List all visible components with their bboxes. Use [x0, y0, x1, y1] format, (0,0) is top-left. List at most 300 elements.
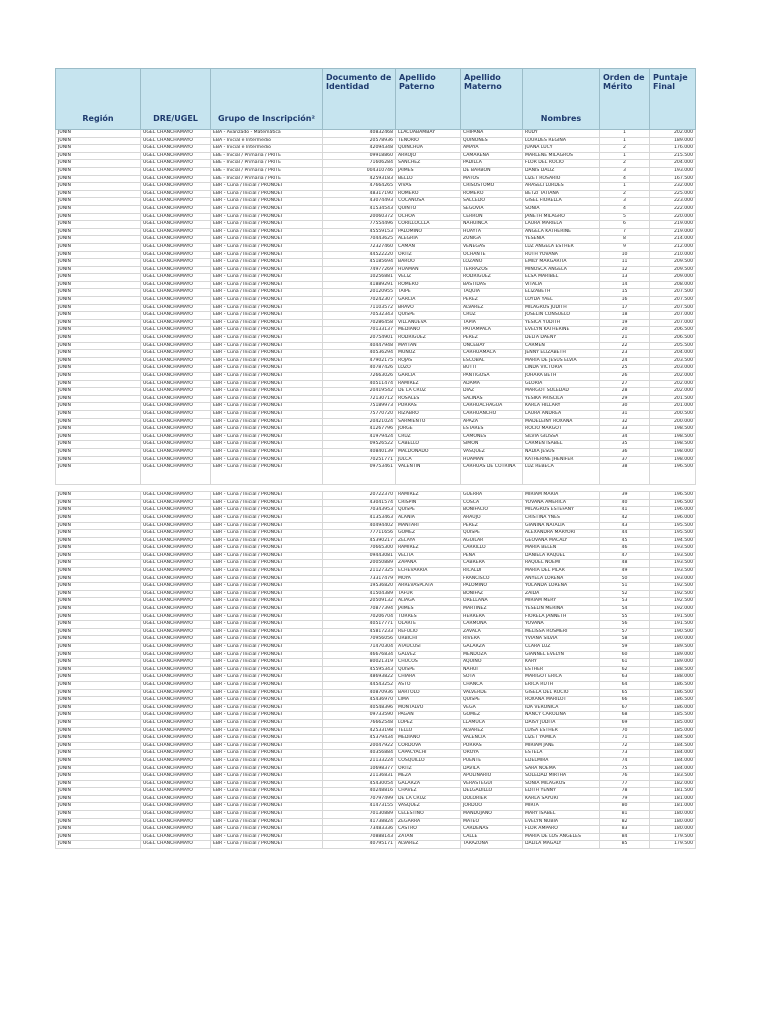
cell-documento: 09443081 [323, 552, 396, 560]
cell-grupo: EBR - Cuna / Inicial / PRONOEI [211, 190, 323, 198]
cell-documento: 41738824 [323, 818, 396, 826]
cell-grupo: EBR - Cuna / Inicial / PRONOEI [211, 522, 323, 530]
cell-nombres: DAISY JUDITA [523, 719, 600, 727]
table-row [56, 160, 696, 168]
cell-apellido-paterno: CASTRO [396, 826, 461, 834]
table-row [56, 811, 696, 819]
cell-grupo: EBR - Cuna / Inicial / PRONOEI [211, 750, 323, 758]
cell-region: JUNIN [56, 373, 141, 381]
cell-dre-ugel: UGEL CHANCHAMAYO [141, 712, 211, 720]
cell-dre-ugel: UGEL CHANCHAMAYO [141, 183, 211, 191]
cell-apellido-paterno: ROSALES [396, 395, 461, 403]
cell-orden: 15 [600, 289, 650, 297]
cell-grupo: EBR - Cuna / Inicial / PRONOEI [211, 681, 323, 689]
cell-grupo: EBR - Cuna / Inicial / PRONOEI [211, 788, 323, 796]
cell-dre-ugel: UGEL CHANCHAMAYO [141, 507, 211, 515]
cell-region: JUNIN [56, 266, 141, 274]
cell-puntaje: 194.500 [650, 537, 696, 545]
table-row [56, 403, 696, 411]
cell-grupo: EBR - Cuna / Inicial / PRONOEI [211, 811, 323, 819]
cell-documento: 45430054 [323, 780, 396, 788]
cell-puntaje: 196.500 [650, 492, 696, 500]
cell-puntaje: 193.000 [650, 167, 696, 175]
cell-dre-ugel: UGEL CHANCHAMAYO [141, 659, 211, 667]
cell-apellido-paterno: ROMERO [396, 190, 461, 198]
cell-nombres: MARGOT SOLEDAD [523, 388, 600, 396]
cell-dre-ugel: UGEL CHANCHAMAYO [141, 456, 211, 464]
cell-puntaje: 193.000 [650, 575, 696, 583]
cell-puntaje: 192.500 [650, 598, 696, 606]
cell-apellido-materno: ALVAREZ [461, 727, 523, 735]
cell-documento: 41889291 [323, 281, 396, 289]
cell-documento: 45185694 [323, 259, 396, 267]
cell-apellido-materno: CAMARENA [461, 152, 523, 160]
cell-documento: 20509132 [323, 598, 396, 606]
cell-apellido-paterno: TAFUR [396, 590, 461, 598]
cell-apellido-paterno: LLACUABAMBAY [396, 130, 461, 138]
table-row [56, 198, 696, 206]
cell-nombres: YOVANA [523, 621, 600, 629]
cell-apellido-materno: MATEO [461, 818, 523, 826]
cell-grupo: EBR - Cuna / Inicial / PRONOEI [211, 274, 323, 282]
cell-region: JUNIN [56, 448, 141, 456]
cell-puntaje: 192.000 [650, 606, 696, 614]
cell-puntaje: 195.500 [650, 522, 696, 530]
cell-grupo: EBE - Inicial / Primaria / PRITE [211, 160, 323, 168]
cell-apellido-paterno: CHIARA [396, 674, 461, 682]
cell-orden: 75 [600, 765, 650, 773]
cell-grupo: EBR - Cuna / Inicial / PRONOEI [211, 826, 323, 834]
cell-apellido-materno: RICALDI [461, 568, 523, 576]
cell-dre-ugel: UGEL CHANCHAMAYO [141, 750, 211, 758]
cell-region: JUNIN [56, 795, 141, 803]
cell-dre-ugel: UGEL CHANCHAMAYO [141, 213, 211, 221]
cell-documento: 70532343 [323, 312, 396, 320]
table-row [56, 613, 696, 621]
cell-documento: 48317190 [323, 190, 396, 198]
cell-documento: 70242307 [323, 297, 396, 305]
cell-orden: 27 [600, 380, 650, 388]
table-row [56, 350, 696, 358]
cell-grupo: EBR - Cuna / Inicial / PRONOEI [211, 395, 323, 403]
cell-region: JUNIN [56, 628, 141, 636]
cell-apellido-materno: SOTA [461, 674, 523, 682]
cell-apellido-paterno: BAROO [396, 259, 461, 267]
table-row [56, 433, 696, 441]
cell-region: JUNIN [56, 788, 141, 796]
cell-apellido-materno: PUENTE [461, 757, 523, 765]
table-row [56, 373, 696, 381]
table-row [56, 742, 696, 750]
cell-nombres: RUDY [523, 130, 600, 138]
cell-orden: 59 [600, 644, 650, 652]
cell-apellido-materno: PEREZ [461, 335, 523, 343]
cell-documento: 44522220 [323, 251, 396, 259]
cell-region: JUNIN [56, 350, 141, 358]
cell-region: JUNIN [56, 175, 141, 183]
cell-documento: 70665300 [323, 545, 396, 553]
cell-grupo: EBR - Cuna / Inicial / PRONOEI [211, 380, 323, 388]
cell-puntaje: 184.500 [650, 742, 696, 750]
cell-puntaje: 222.000 [650, 205, 696, 213]
cell-apellido-materno: ÑAHUINCA [461, 221, 523, 229]
cell-documento: 41473155 [323, 803, 396, 811]
cell-documento: 70797499 [323, 795, 396, 803]
cell-apellido-paterno: MEDIANO [396, 327, 461, 335]
cell-nombres: GEOVANA MACALY [523, 537, 600, 545]
cell-orden: 64 [600, 681, 650, 689]
cell-dre-ugel: UGEL CHANCHAMAYO [141, 130, 211, 138]
cell-puntaje: 190.000 [650, 636, 696, 644]
cell-grupo: EBR - Cuna / Inicial / PRONOEI [211, 499, 323, 507]
cell-dre-ugel: UGEL CHANCHAMAYO [141, 395, 211, 403]
cell-dre-ugel: UGEL CHANCHAMAYO [141, 613, 211, 621]
cell-puntaje: 212.000 [650, 243, 696, 251]
cell-apellido-materno: ALVAREZ [461, 304, 523, 312]
cell-nombres: CRISTINA YNES [523, 514, 600, 522]
cell-apellido-materno: QUISPE [461, 697, 523, 705]
cell-region: JUNIN [56, 811, 141, 819]
cell-apellido-paterno: QUINCHUA [396, 145, 461, 153]
table-row [56, 243, 696, 251]
cell-dre-ugel: UGEL CHANCHAMAYO [141, 410, 211, 418]
cell-apellido-materno: PEREZ [461, 297, 523, 305]
cell-nombres: DELTA DAENY [523, 335, 600, 343]
cell-apellido-materno: FRANCISCO [461, 575, 523, 583]
cell-dre-ugel: UGEL CHANCHAMAYO [141, 175, 211, 183]
cell-dre-ugel: UGEL CHANCHAMAYO [141, 319, 211, 327]
cell-dre-ugel: UGEL CHANCHAMAYO [141, 788, 211, 796]
cell-grupo: EBA - Inicial e Intermedio [211, 145, 323, 153]
table-row [56, 795, 696, 803]
cell-apellido-materno: AGUILAR [461, 537, 523, 545]
cell-apellido-materno: APAZA [461, 418, 523, 426]
cell-orden: 53 [600, 598, 650, 606]
cell-grupo: EBR - Cuna / Inicial / PRONOEI [211, 765, 323, 773]
spacer-cell [600, 485, 650, 492]
cell-dre-ugel: UGEL CHANCHAMAYO [141, 426, 211, 434]
cell-documento: 40517771 [323, 621, 396, 629]
spacer-cell [141, 485, 211, 492]
cell-dre-ugel: UGEL CHANCHAMAYO [141, 433, 211, 441]
cell-puntaje: 204.000 [650, 350, 696, 358]
table-row [56, 213, 696, 221]
cell-documento: 41353463 [323, 514, 396, 522]
cell-orden: 50 [600, 575, 650, 583]
cell-apellido-materno: ROMERO [461, 190, 523, 198]
cell-documento: 76662548 [323, 719, 396, 727]
cell-apellido-paterno: BARTOLO [396, 689, 461, 697]
cell-documento: 45817233 [323, 628, 396, 636]
cell-region: JUNIN [56, 507, 141, 515]
cell-nombres: MARLENE MILAGROS [523, 152, 600, 160]
table-row [56, 735, 696, 743]
cell-documento: 41267796 [323, 426, 396, 434]
cell-apellido-paterno: CABELLO [396, 441, 461, 449]
cell-region: JUNIN [56, 681, 141, 689]
cell-nombres: SARA NOEMA [523, 765, 600, 773]
cell-nombres: KARLA HILLARY [523, 403, 600, 411]
cell-apellido-paterno: CELESTINO [396, 811, 461, 819]
table-row [56, 560, 696, 568]
spacer-cell [323, 485, 396, 492]
cell-orden: 69 [600, 719, 650, 727]
cell-puntaje: 193.500 [650, 560, 696, 568]
cell-region: JUNIN [56, 145, 141, 153]
cell-puntaje: 207.500 [650, 289, 696, 297]
table-row [56, 598, 696, 606]
table-row [56, 644, 696, 652]
cell-dre-ugel: UGEL CHANCHAMAYO [141, 236, 211, 244]
cell-orden: 33 [600, 426, 650, 434]
table-row [56, 651, 696, 659]
cell-documento: 70888143 [323, 833, 396, 841]
cell-orden: 32 [600, 418, 650, 426]
cell-grupo: EBA - Inicial e Intermedio [211, 137, 323, 145]
cell-nombres: JUANA LUCY [523, 145, 600, 153]
cell-puntaje: 207.500 [650, 297, 696, 305]
table-row [56, 281, 696, 289]
cell-orden: 74 [600, 757, 650, 765]
cell-orden: 19 [600, 319, 650, 327]
cell-nombres: MARIA DE LOS ANGELES [523, 833, 600, 841]
cell-grupo: EBR - Cuna / Inicial / PRONOEI [211, 621, 323, 629]
table-row [56, 522, 696, 530]
cell-grupo: EBR - Cuna / Inicial / PRONOEI [211, 530, 323, 538]
cell-nombres: DANIELA RAQUEL [523, 552, 600, 560]
cell-nombres: SONIA MILAGROS [523, 780, 600, 788]
cell-grupo: EBR - Cuna / Inicial / PRONOEI [211, 697, 323, 705]
cell-dre-ugel: UGEL CHANCHAMAYO [141, 621, 211, 629]
cell-apellido-materno: ZUNIGA [461, 236, 523, 244]
table-row [56, 259, 696, 267]
cell-grupo: EBR - Cuna / Inicial / PRONOEI [211, 418, 323, 426]
table-row [56, 818, 696, 826]
table-row [56, 342, 696, 350]
cell-apellido-paterno: ZATAN [396, 833, 461, 841]
cell-orden: 25 [600, 365, 650, 373]
cell-grupo: EBR - Cuna / Inicial / PRONOEI [211, 757, 323, 765]
cell-dre-ugel: UGEL CHANCHAMAYO [141, 575, 211, 583]
cell-dre-ugel: UGEL CHANCHAMAYO [141, 666, 211, 674]
cell-documento: 80021319 [323, 659, 396, 667]
cell-apellido-paterno: ALEGRIA [396, 236, 461, 244]
cell-dre-ugel: UGEL CHANCHAMAYO [141, 228, 211, 236]
cell-nombres: JENNY ELIZABETH [523, 350, 600, 358]
cell-region: JUNIN [56, 152, 141, 160]
cell-puntaje: 206.500 [650, 335, 696, 343]
cell-grupo: EBR - Cuna / Inicial / PRONOEI [211, 243, 323, 251]
cell-dre-ugel: UGEL CHANCHAMAYO [141, 327, 211, 335]
cell-grupo: EBR - Cuna / Inicial / PRONOEI [211, 651, 323, 659]
cell-region: JUNIN [56, 674, 141, 682]
cell-apellido-materno: CARHUAMACA [461, 350, 523, 358]
cell-apellido-materno: CARHUANCHO [461, 410, 523, 418]
cell-orden: 43 [600, 522, 650, 530]
cell-puntaje: 193.500 [650, 545, 696, 553]
cell-apellido-materno: ÑAHUI [461, 666, 523, 674]
cell-apellido-paterno: LIMA [396, 697, 461, 705]
cell-dre-ugel: UGEL CHANCHAMAYO [141, 145, 211, 153]
cell-dre-ugel: UGEL CHANCHAMAYO [141, 742, 211, 750]
spacer-cell [461, 485, 523, 492]
cell-documento: 48693822 [323, 674, 396, 682]
table-row [56, 674, 696, 682]
cell-nombres: ESTELA [523, 750, 600, 758]
cell-grupo: EBR - Cuna / Inicial / PRONOEI [211, 365, 323, 373]
cell-documento: 75770720 [323, 410, 396, 418]
cell-orden: 31 [600, 410, 650, 418]
cell-nombres: MIRIAM MARIA [523, 492, 600, 500]
cell-apellido-paterno: ATAUCUSI [396, 644, 461, 652]
cell-documento: 41504389 [323, 590, 396, 598]
cell-region: JUNIN [56, 644, 141, 652]
cell-apellido-materno: PANTIGOSA [461, 373, 523, 381]
header-grupo-inscripcion: Grupo de Inscripción² [211, 69, 323, 130]
cell-apellido-paterno: JAIMES [396, 167, 461, 175]
cell-orden: 20 [600, 327, 650, 335]
cell-nombres: LUISA ESTHER [523, 727, 600, 735]
cell-apellido-materno: BONIFAZ [461, 590, 523, 598]
table-row [56, 205, 696, 213]
cell-orden: 65 [600, 689, 650, 697]
cell-dre-ugel: UGEL CHANCHAMAYO [141, 727, 211, 735]
cell-documento: 09733590 [323, 712, 396, 720]
table-row [56, 190, 696, 198]
cell-nombres: LINDA VICTORIA [523, 365, 600, 373]
cell-apellido-paterno: VIVAS [396, 183, 461, 191]
cell-puntaje: 203.500 [650, 357, 696, 365]
cell-apellido-paterno: CORILLOCLLA [396, 221, 461, 229]
cell-nombres: EDITH YENNY [523, 788, 600, 796]
cell-region: JUNIN [56, 167, 141, 175]
cell-orden: 45 [600, 537, 650, 545]
cell-puntaje: 185.000 [650, 719, 696, 727]
cell-apellido-paterno: ROMERO [396, 281, 461, 289]
cell-grupo: EBE - Inicial / Primaria / PRITE [211, 175, 323, 183]
cell-apellido-materno: APOLINARIO [461, 773, 523, 781]
cell-grupo: EBR - Cuna / Inicial / PRONOEI [211, 583, 323, 591]
cell-apellido-paterno: ALVAREZ [396, 841, 461, 849]
cell-orden: 2 [600, 145, 650, 153]
cell-puntaje: 205.500 [650, 342, 696, 350]
cell-puntaje: 204.000 [650, 160, 696, 168]
cell-grupo: EBR - Cuna / Inicial / PRONOEI [211, 552, 323, 560]
cell-grupo: EBR - Cuna / Inicial / PRONOEI [211, 773, 323, 781]
cell-apellido-paterno: VALENTIN [396, 464, 461, 485]
cell-orden: 22 [600, 342, 650, 350]
cell-grupo: EBR - Cuna / Inicial / PRONOEI [211, 628, 323, 636]
cell-region: JUNIN [56, 773, 141, 781]
cell-dre-ugel: UGEL CHANCHAMAYO [141, 357, 211, 365]
cell-nombres: ANGELA KATHERINE [523, 228, 600, 236]
spacer-cell [56, 485, 141, 492]
cell-apellido-materno: HERRERA [461, 613, 523, 621]
cell-grupo: EBR - Cuna / Inicial / PRONOEI [211, 575, 323, 583]
table-row [56, 621, 696, 629]
cell-documento: 40447948 [323, 342, 396, 350]
cell-nombres: CARMEN ISABEL [523, 441, 600, 449]
cell-nombres: EDELMIRA [523, 757, 600, 765]
cell-documento: 21136831 [323, 773, 396, 781]
table-row [56, 395, 696, 403]
cell-nombres: MELISSA ROSMERI [523, 628, 600, 636]
cell-orden: 67 [600, 704, 650, 712]
cell-region: JUNIN [56, 205, 141, 213]
cell-orden: 10 [600, 251, 650, 259]
cell-puntaje: 214.000 [650, 236, 696, 244]
cell-nombres: ESTHER [523, 666, 600, 674]
cell-apellido-paterno: BELLO [396, 175, 461, 183]
cell-puntaje: 196.000 [650, 514, 696, 522]
cell-region: JUNIN [56, 697, 141, 705]
cell-nombres: JOHARA BETH [523, 373, 600, 381]
header-nombres: Nombres [523, 69, 600, 130]
cell-nombres: ELSA MARIBEL [523, 274, 600, 282]
cell-puntaje: 196.000 [650, 507, 696, 515]
cell-puntaje: 196.500 [650, 464, 696, 485]
cell-puntaje: 181.500 [650, 788, 696, 796]
cell-nombres: MARIA DEL PILAR [523, 568, 600, 576]
cell-region: JUNIN [56, 289, 141, 297]
cell-region: JUNIN [56, 297, 141, 305]
cell-apellido-materno: ESCOBAL [461, 357, 523, 365]
cell-region: JUNIN [56, 456, 141, 464]
cell-nombres: MARY ISABEL [523, 811, 600, 819]
cell-nombres: JOSELIN CONSUELO [523, 312, 600, 320]
cell-apellido-materno: MANDUJANO [461, 811, 523, 819]
cell-apellido-materno: VASQUEZ [461, 448, 523, 456]
cell-apellido-materno: ARAUJO [461, 514, 523, 522]
cell-region: JUNIN [56, 689, 141, 697]
cell-nombres: MILAGROS JUDITH [523, 304, 600, 312]
table-row [56, 659, 696, 667]
cell-region: JUNIN [56, 636, 141, 644]
cell-orden: 47 [600, 552, 650, 560]
cell-grupo: EBR - Cuna / Inicial / PRONOEI [211, 818, 323, 826]
cell-puntaje: 184.000 [650, 757, 696, 765]
cell-dre-ugel: UGEL CHANCHAMAYO [141, 757, 211, 765]
cell-apellido-paterno: MAYTAN [396, 342, 461, 350]
cell-puntaje: 176.000 [650, 145, 696, 153]
cell-orden: 78 [600, 788, 650, 796]
cell-nombres: FIORELA JANNETH [523, 613, 600, 621]
cell-nombres: MIRIAM JANE [523, 742, 600, 750]
cell-orden: 83 [600, 826, 650, 834]
cell-apellido-paterno: COSQUILLO [396, 757, 461, 765]
cell-puntaje: 191.500 [650, 613, 696, 621]
cell-orden: 41 [600, 507, 650, 515]
cell-region: JUNIN [56, 433, 141, 441]
cell-dre-ugel: UGEL CHANCHAMAYO [141, 704, 211, 712]
cell-puntaje: 180.000 [650, 826, 696, 834]
cell-dre-ugel: UGEL CHANCHAMAYO [141, 560, 211, 568]
cell-apellido-paterno: OCHOA [396, 213, 461, 221]
cell-puntaje: 192.500 [650, 590, 696, 598]
cell-puntaje: 219.000 [650, 228, 696, 236]
cell-puntaje: 207.000 [650, 312, 696, 320]
cell-nombres: DALILA MAGALY [523, 841, 600, 849]
cell-region: JUNIN [56, 568, 141, 576]
cell-puntaje: 185.000 [650, 727, 696, 735]
table-row [56, 636, 696, 644]
cell-grupo: EBR - Cuna / Inicial / PRONOEI [211, 456, 323, 464]
cell-puntaje: 202.000 [650, 388, 696, 396]
cell-documento: 47664265 [323, 183, 396, 191]
table-row [56, 251, 696, 259]
cell-grupo: EBR - Cuna / Inicial / PRONOEI [211, 636, 323, 644]
cell-grupo: EBR - Cuna / Inicial / PRONOEI [211, 560, 323, 568]
